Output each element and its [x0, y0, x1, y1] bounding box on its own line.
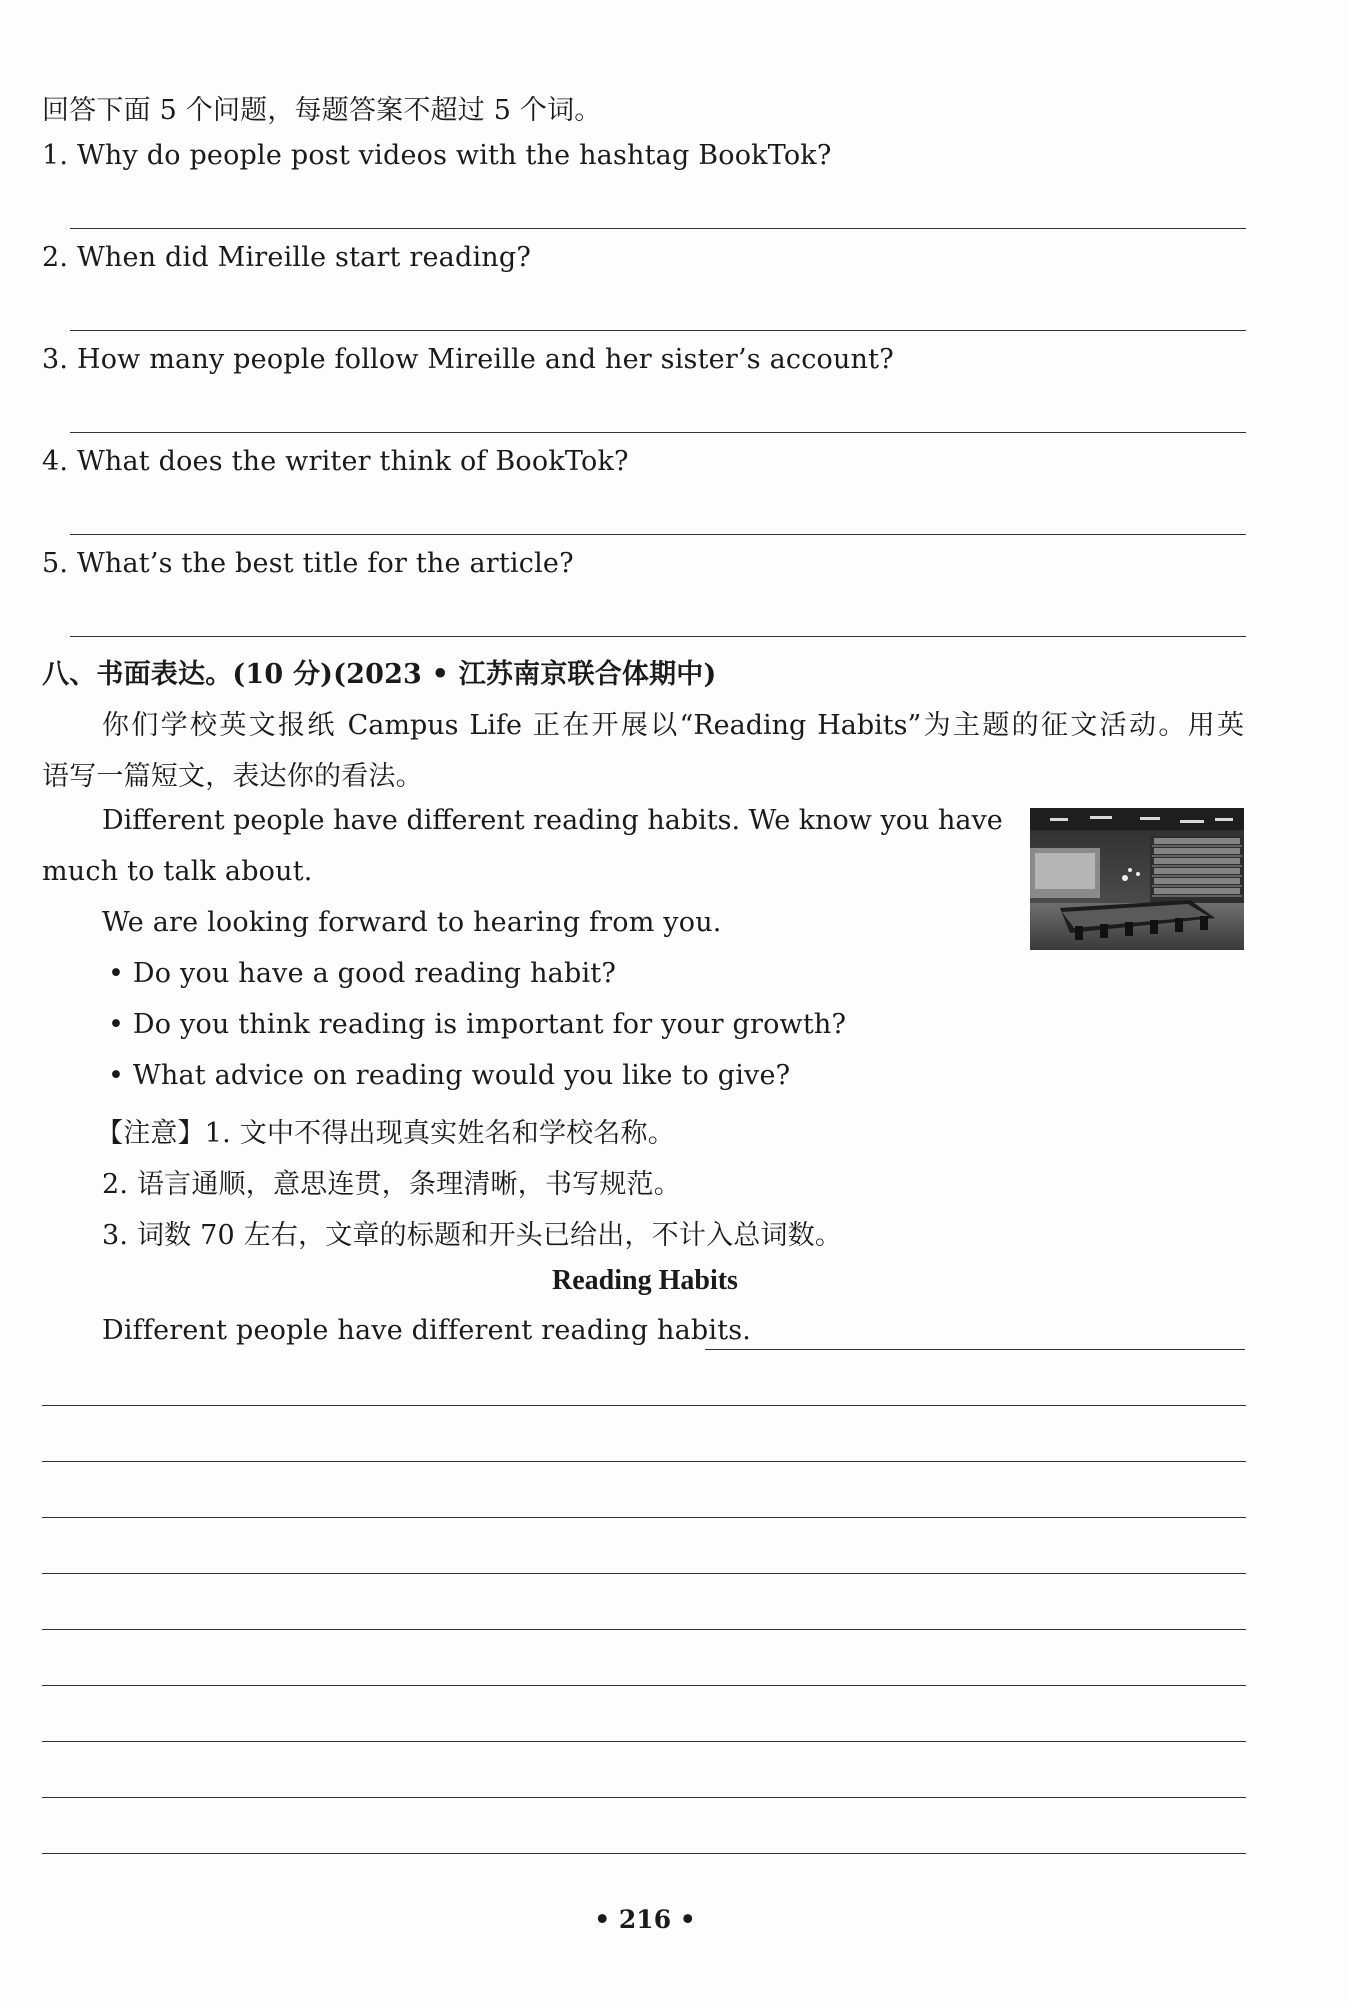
writing-line-4[interactable]: [42, 1573, 1246, 1574]
question-4: 4. What does the writer think of BookTok?: [42, 446, 629, 477]
question-1: 1. Why do people post videos with the hashtag BookTok?: [42, 140, 832, 171]
writing-heading: 八、书面表达。(10 分)(2023 • 江苏南京联合体期中): [42, 659, 717, 690]
page-number: • 216 •: [594, 1905, 696, 1934]
bullet-3: • What advice on reading would you like to give?: [108, 1060, 791, 1091]
bullet-1: • Do you have a good reading habit?: [108, 958, 617, 989]
answer-line-4[interactable]: [70, 534, 1246, 535]
writing-line-7[interactable]: [42, 1741, 1246, 1742]
answer-line-2[interactable]: [70, 330, 1246, 331]
writing-line-1[interactable]: [42, 1405, 1246, 1406]
note-1: 【注意】1. 文中不得出现真实姓名和学校名称。: [96, 1118, 675, 1149]
answer-line-3[interactable]: [70, 432, 1246, 433]
bullet-2: • Do you think reading is important for your growth?: [108, 1009, 847, 1040]
answer-line-1[interactable]: [70, 228, 1246, 229]
question-5: 5. What’s the best title for the article?: [42, 548, 574, 579]
writing-line-6[interactable]: [42, 1685, 1246, 1686]
writing-intro-line-2: 语写一篇短文，表达你的看法。: [42, 761, 423, 792]
essay-first-line[interactable]: [705, 1349, 1245, 1350]
writing-intro-line-1: 你们学校英文报纸 Campus Life 正在开展以“Reading Habits”为主题的征文活动。用英: [102, 710, 1244, 741]
library-illustration: [1030, 808, 1244, 950]
prompt-line-3: We are looking forward to hearing from you.: [102, 907, 722, 938]
note-3: 3. 词数 70 左右，文章的标题和开头已给出，不计入总词数。: [102, 1220, 843, 1251]
note-2: 2. 语言通顺，意思连贯，条理清晰，书写规范。: [102, 1169, 681, 1200]
answer-line-5[interactable]: [70, 636, 1246, 637]
question-2: 2. When did Mireille start reading?: [42, 242, 532, 273]
prompt-line-1: Different people have different reading habits. We know you have: [102, 805, 1003, 836]
prompt-line-2: much to talk about.: [42, 856, 313, 887]
library-photo: [1030, 808, 1244, 950]
writing-line-8[interactable]: [42, 1797, 1246, 1798]
writing-line-2[interactable]: [42, 1461, 1246, 1462]
essay-start: Different people have different reading habits.: [102, 1315, 752, 1346]
essay-title: Reading Habits: [552, 1265, 738, 1296]
writing-line-5[interactable]: [42, 1629, 1246, 1630]
writing-line-3[interactable]: [42, 1517, 1246, 1518]
writing-line-9[interactable]: [42, 1853, 1246, 1854]
reading-instruction: 回答下面 5 个问题，每题答案不超过 5 个词。: [42, 95, 602, 126]
question-3: 3. How many people follow Mireille and her sister’s account?: [42, 344, 894, 375]
